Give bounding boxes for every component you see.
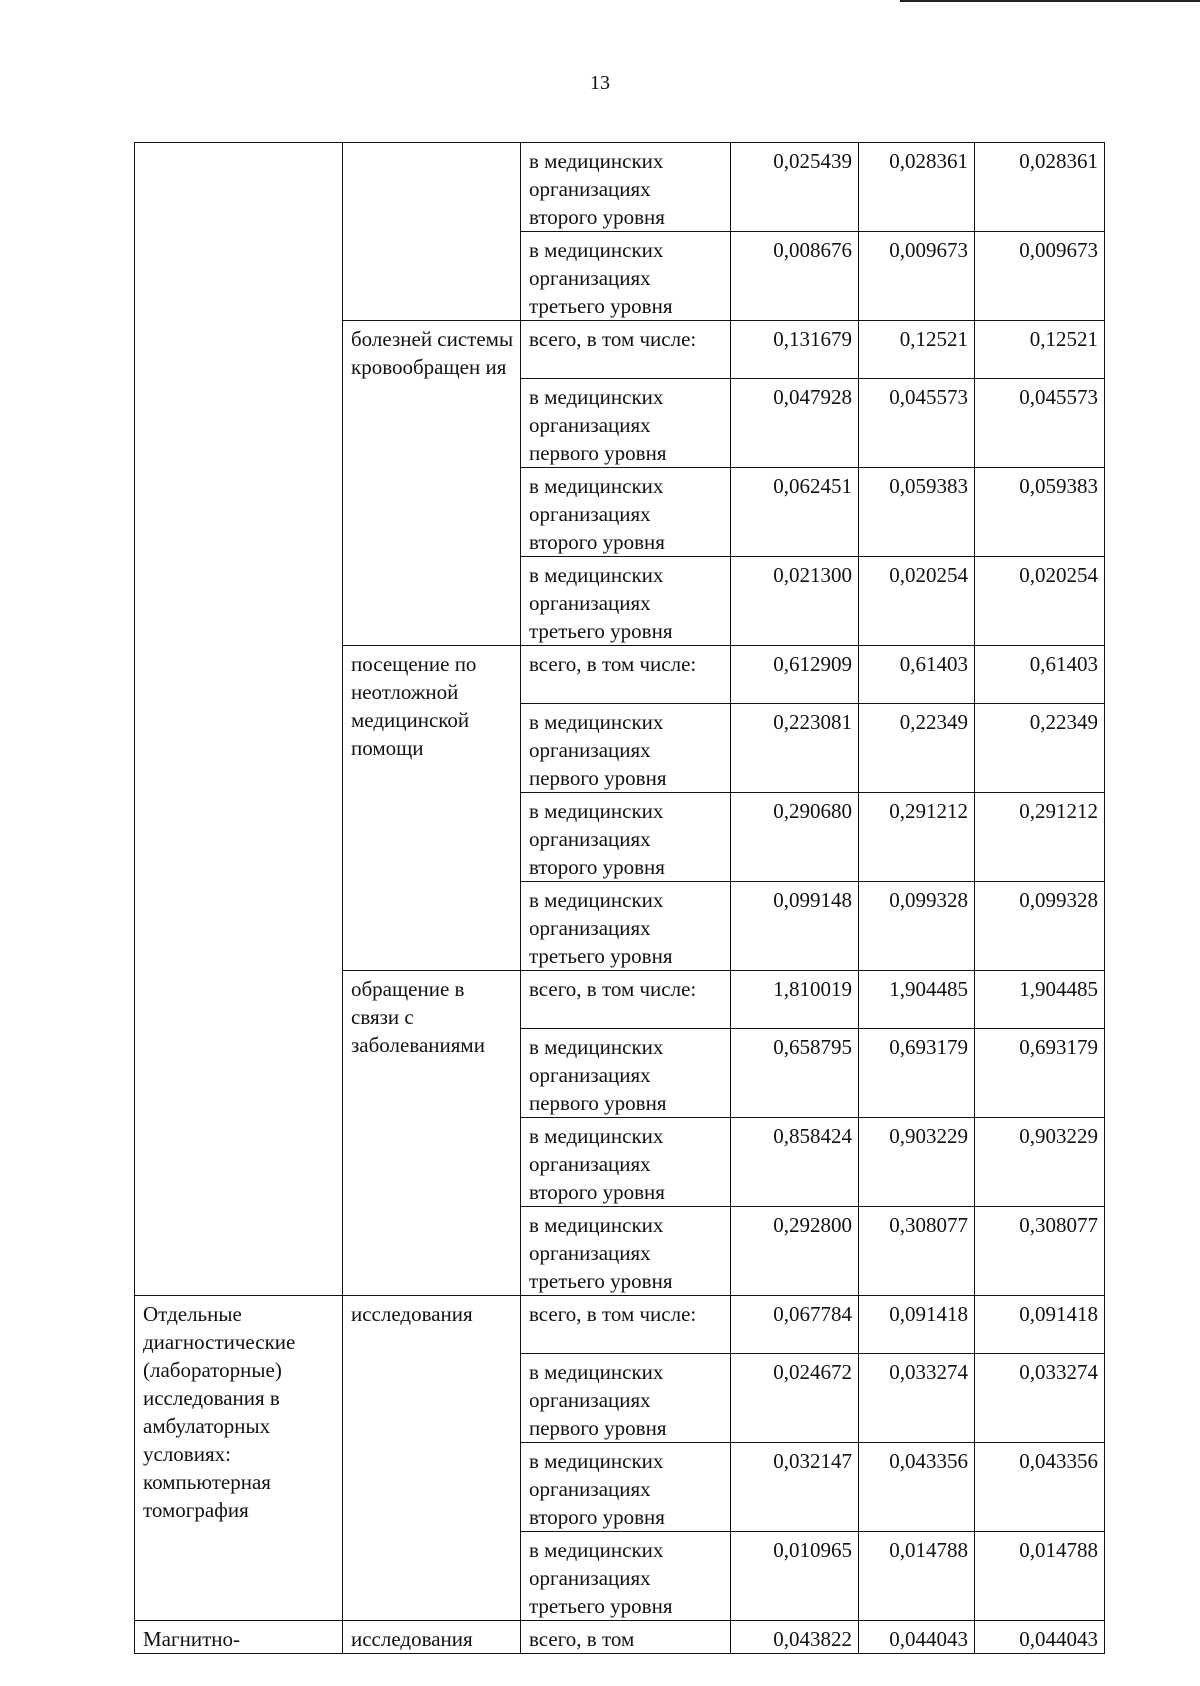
subcategory-cell: посещение по неотложной медицинской помощи (343, 646, 521, 971)
value-cell: 0,032147 (731, 1443, 859, 1532)
level-cell: всего, в том числе: (521, 321, 731, 379)
value-cell: 0,014788 (859, 1532, 975, 1621)
level-cell: в медицинских организациях третьего уровня (521, 557, 731, 646)
level-cell: в медицинских организациях второго уровня (521, 1443, 731, 1532)
value-cell: 0,067784 (731, 1296, 859, 1354)
value-cell: 0,308077 (859, 1207, 975, 1296)
value-cell: 0,903229 (975, 1118, 1105, 1207)
value-cell: 1,810019 (731, 971, 859, 1029)
value-cell: 0,014788 (975, 1532, 1105, 1621)
value-cell: 0,308077 (975, 1207, 1105, 1296)
value-cell: 0,009673 (859, 232, 975, 321)
value-cell: 0,292800 (731, 1207, 859, 1296)
value-cell: 0,020254 (975, 557, 1105, 646)
value-cell: 0,033274 (859, 1354, 975, 1443)
level-cell: в медицинских организациях второго уровня (521, 793, 731, 882)
value-cell: 0,291212 (859, 793, 975, 882)
top-edge-line (900, 0, 1200, 2)
table-row (135, 1296, 1105, 1354)
value-cell: 0,61403 (975, 646, 1105, 704)
subcategory-cell (343, 143, 521, 321)
value-cell: 0,12521 (859, 321, 975, 379)
value-cell: 0,045573 (975, 379, 1105, 468)
value-cell: 0,059383 (859, 468, 975, 557)
level-cell: в медицинских организациях третьего уровня (521, 1532, 731, 1621)
level-cell: всего, в том числе: (521, 646, 731, 704)
value-cell: 0,020254 (859, 557, 975, 646)
value-cell: 0,099328 (859, 882, 975, 971)
table-row (135, 143, 1105, 232)
value-cell: 0,025439 (731, 143, 859, 232)
value-cell: 0,033274 (975, 1354, 1105, 1443)
value-cell: 0,22349 (859, 704, 975, 793)
value-cell: 0,009673 (975, 232, 1105, 321)
category-cell: Магнитно- (135, 1621, 343, 1654)
level-cell: в медицинских организациях первого уровня (521, 1029, 731, 1118)
value-cell: 0,099148 (731, 882, 859, 971)
value-cell: 0,693179 (859, 1029, 975, 1118)
level-cell: всего, в том (521, 1621, 731, 1654)
subcategory-cell: исследования (343, 1296, 521, 1621)
level-cell: в медицинских организациях второго уровня (521, 143, 731, 232)
value-cell: 0,223081 (731, 704, 859, 793)
level-cell: в медицинских организациях третьего уровня (521, 882, 731, 971)
value-cell: 0,045573 (859, 379, 975, 468)
level-cell: в медицинских организациях второго уровня (521, 1118, 731, 1207)
category-cell: Отдельные диагностические (лабораторные) исследования в амбулаторных условиях: компьютерная томография (135, 1296, 343, 1621)
level-cell: в медицинских организациях первого уровня (521, 1354, 731, 1443)
value-cell: 0,024672 (731, 1354, 859, 1443)
subcategory-cell: исследования (343, 1621, 521, 1654)
value-cell: 0,044043 (859, 1621, 975, 1654)
level-cell: в медицинских организациях первого уровня (521, 704, 731, 793)
value-cell: 0,062451 (731, 468, 859, 557)
level-cell: в медицинских организациях второго уровня (521, 468, 731, 557)
value-cell: 0,291212 (975, 793, 1105, 882)
value-cell: 0,12521 (975, 321, 1105, 379)
value-cell: 0,658795 (731, 1029, 859, 1118)
value-cell: 1,904485 (975, 971, 1105, 1029)
data-table (134, 142, 1105, 1654)
value-cell: 0,693179 (975, 1029, 1105, 1118)
value-cell: 0,858424 (731, 1118, 859, 1207)
value-cell: 0,043356 (859, 1443, 975, 1532)
value-cell: 0,903229 (859, 1118, 975, 1207)
value-cell: 0,091418 (859, 1296, 975, 1354)
value-cell: 0,010965 (731, 1532, 859, 1621)
value-cell: 0,021300 (731, 557, 859, 646)
level-cell: всего, в том числе: (521, 1296, 731, 1354)
level-cell: в медицинских организациях третьего уровня (521, 1207, 731, 1296)
value-cell: 0,044043 (975, 1621, 1105, 1654)
table-row (135, 1621, 1105, 1654)
value-cell: 1,904485 (859, 971, 975, 1029)
level-cell: в медицинских организациях третьего уровня (521, 232, 731, 321)
value-cell: 0,22349 (975, 704, 1105, 793)
value-cell: 0,028361 (975, 143, 1105, 232)
value-cell: 0,61403 (859, 646, 975, 704)
value-cell: 0,290680 (731, 793, 859, 882)
level-cell: в медицинских организациях первого уровня (521, 379, 731, 468)
value-cell: 0,028361 (859, 143, 975, 232)
value-cell: 0,099328 (975, 882, 1105, 971)
page-number: 13 (590, 72, 610, 94)
subcategory-cell: обращение в связи с заболеваниями (343, 971, 521, 1296)
value-cell: 0,043822 (731, 1621, 859, 1654)
value-cell: 0,091418 (975, 1296, 1105, 1354)
category-cell (135, 143, 343, 1296)
value-cell: 0,008676 (731, 232, 859, 321)
value-cell: 0,059383 (975, 468, 1105, 557)
subcategory-cell: болезней системы кровообращен ия (343, 321, 521, 646)
value-cell: 0,047928 (731, 379, 859, 468)
level-cell: всего, в том числе: (521, 971, 731, 1029)
value-cell: 0,612909 (731, 646, 859, 704)
value-cell: 0,043356 (975, 1443, 1105, 1532)
value-cell: 0,131679 (731, 321, 859, 379)
